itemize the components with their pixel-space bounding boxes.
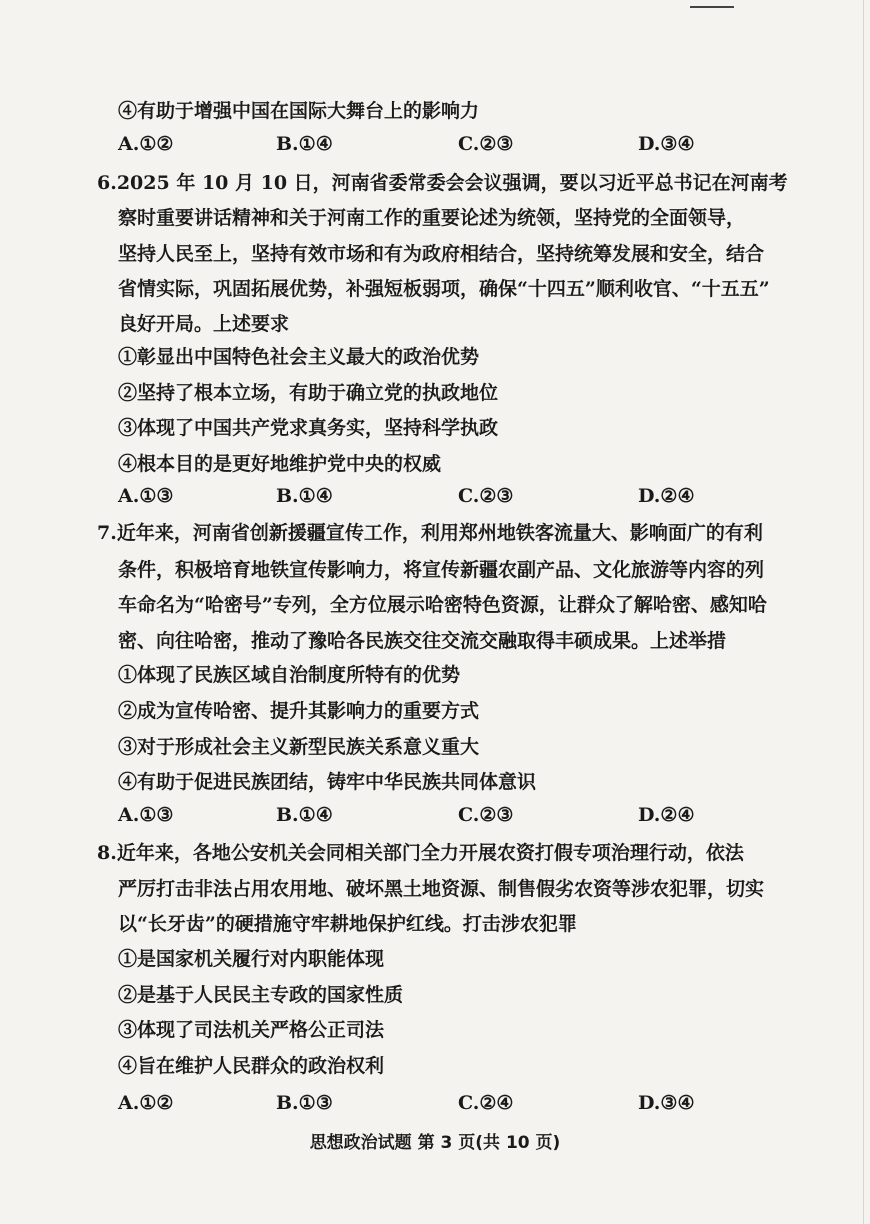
- q6-item-3: ③体现了中国共产党求真务实，坚持科学执政: [118, 417, 499, 439]
- q8-option-d: D.③④: [638, 1092, 695, 1114]
- q5-option-b: B.①④: [276, 133, 333, 155]
- q7-item-3: ③对于形成社会主义新型民族关系意义重大: [118, 736, 480, 758]
- q7-option-c: C.②③: [458, 804, 514, 826]
- q7-item-2: ②成为宣传哈密、提升其影响力的重要方式: [118, 700, 480, 722]
- scan-mark: [690, 6, 734, 8]
- q6-stem-line-5: 良好开局。上述要求: [118, 313, 290, 335]
- q6-option-c: C.②③: [458, 485, 514, 507]
- q6-item-2: ②坚持了根本立场，有助于确立党的执政地位: [118, 382, 499, 404]
- q8-item-4: ④旨在维护人民群众的政治权利: [118, 1055, 385, 1077]
- q7-stem-line-4: 密、向往哈密，推动了豫哈各民族交往交流交融取得丰硕成果。上述举措: [118, 630, 727, 652]
- page-edge: [863, 0, 864, 1224]
- q7-option-a: A.①③: [118, 804, 174, 826]
- q7-options: [118, 804, 838, 830]
- q8-item-3: ③体现了司法机关严格公正司法: [118, 1019, 385, 1041]
- q7-item-4: ④有助于促进民族团结，铸牢中华民族共同体意识: [118, 771, 537, 793]
- q5-option-c: C.②③: [458, 133, 514, 155]
- q7-option-d: D.②④: [638, 804, 695, 826]
- q8-stem-line-3: 以“长牙齿”的硬措施守牢耕地保护红线。打击涉农犯罪: [118, 913, 577, 935]
- q6-stem-line-3: 坚持人民至上，坚持有效市场和有为政府相结合，坚持统筹发展和安全，结合: [118, 243, 765, 265]
- q7-item-1: ①体现了民族区域自治制度所特有的优势: [118, 664, 461, 686]
- q5-option-a: A.①②: [118, 133, 174, 155]
- q8-option-b: B.①③: [276, 1092, 333, 1114]
- q5-options: [118, 133, 838, 159]
- q6-option-d: D.②④: [638, 485, 695, 507]
- q8-stem-line-2: 严厉打击非法占用农用地、破坏黑土地资源、制售假劣农资等涉农犯罪，切实: [118, 878, 765, 900]
- q6-stem-line-4: 省情实际，巩固拓展优势，补强短板弱项，确保“十四五”顺利收官、“十五五”: [118, 278, 770, 300]
- q6-option-b: B.①④: [276, 485, 333, 507]
- q6-item-4: ④根本目的是更好地维护党中央的权威: [118, 453, 442, 475]
- q6-option-a: A.①③: [118, 485, 174, 507]
- q5-option-d: D.③④: [638, 133, 695, 155]
- q5-item-4: ④有助于增强中国在国际大舞台上的影响力: [118, 100, 480, 122]
- page-footer: 思想政治试题 第 3 页(共 10 页): [309, 1133, 561, 1153]
- q8-option-a: A.①②: [118, 1092, 174, 1114]
- q8-option-c: C.②④: [458, 1092, 514, 1114]
- q7-option-b: B.①④: [276, 804, 333, 826]
- q6-stem-line-2: 察时重要讲话精神和关于河南工作的重要论述为统领，坚持党的全面领导，: [118, 207, 746, 229]
- q7-stem-line-2: 条件，积极培育地铁宣传影响力，将宣传新疆农副产品、文化旅游等内容的列: [118, 559, 765, 581]
- q6-options: [118, 485, 838, 511]
- q7-stem-line-1: 7.近年来，河南省创新援疆宣传工作，利用郑州地铁客流量大、影响面广的有利: [97, 522, 763, 544]
- q8-item-2: ②是基于人民民主专政的国家性质: [118, 984, 404, 1006]
- q8-item-1: ①是国家机关履行对内职能体现: [118, 948, 385, 970]
- q8-options: [118, 1092, 838, 1118]
- q8-stem-line-1: 8.近年来，各地公安机关会同相关部门全力开展农资打假专项治理行动，依法: [97, 842, 744, 864]
- q6-item-1: ①彰显出中国特色社会主义最大的政治优势: [118, 346, 480, 368]
- q6-stem-line-1: 6.2025 年 10 月 10 日，河南省委常委会会议强调，要以习近平总书记在河南考: [97, 172, 788, 194]
- q7-stem-line-3: 车命名为“哈密号”专列，全方位展示哈密特色资源，让群众了解哈密、感知哈: [118, 594, 767, 616]
